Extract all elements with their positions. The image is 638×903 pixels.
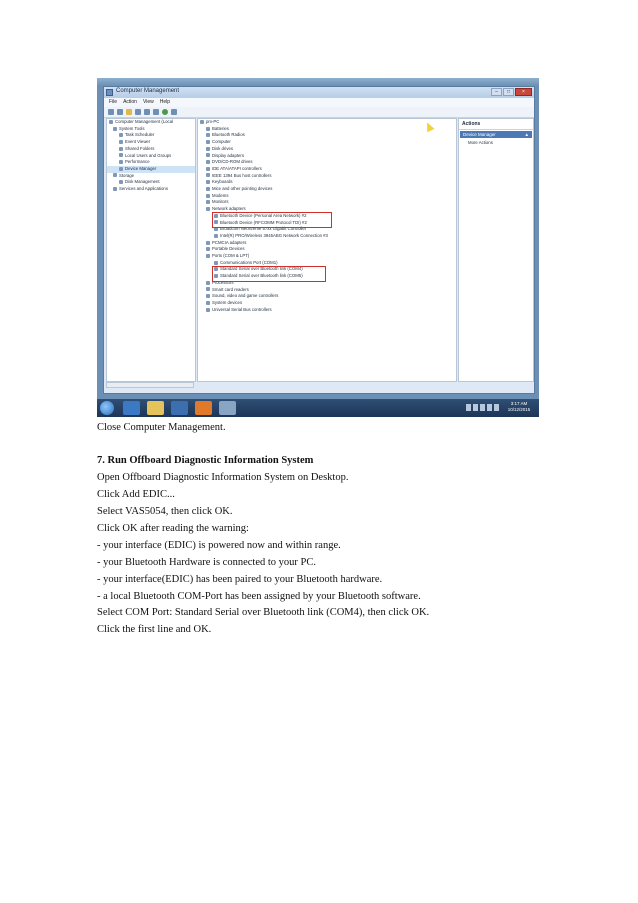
storage-icon [113, 173, 117, 177]
device-item[interactable]: Universal Serial Bus controllers [198, 307, 456, 314]
device-item[interactable]: Processors [198, 280, 456, 287]
title-bar [104, 87, 534, 98]
instruction-line: - your interface(EDIC) has been paired to your Bluetooth hardware. [97, 574, 383, 585]
window-title: Computer Management [116, 88, 180, 94]
users-icon [119, 153, 123, 157]
port-icon [206, 254, 210, 258]
smart-card-icon [206, 287, 210, 291]
explorer-icon[interactable] [147, 401, 164, 415]
tray-icon[interactable] [480, 404, 485, 411]
section-heading: 7. Run Offboard Diagnostic Information System [97, 455, 314, 466]
close-button[interactable]: × [515, 88, 532, 96]
maximize-button[interactable]: □ [503, 88, 514, 96]
modem-icon [206, 194, 210, 198]
device-item[interactable]: Sound, video and game controllers [198, 293, 456, 300]
bluetooth-network-highlight [212, 212, 332, 228]
tree-item[interactable]: Disk Management [107, 179, 195, 186]
console-tree [106, 118, 196, 382]
bluetooth-com-highlight [212, 266, 326, 282]
volume-icon[interactable] [494, 404, 499, 411]
device-item[interactable]: DVD/CD-ROM drives [198, 159, 456, 166]
tree-item[interactable]: System Tools [107, 126, 195, 133]
network-icon [206, 207, 210, 211]
monitor-icon [206, 200, 210, 204]
device-item[interactable]: Smart card readers [198, 287, 456, 294]
computer-management-screenshot [97, 78, 539, 417]
instruction-line: - a local Bluetooth COM-Port has been assigned by your Bluetooth software. [97, 591, 421, 602]
toolbar [104, 107, 534, 118]
instruction-line: - your interface (EDIC) is powered now and within range. [97, 540, 341, 551]
instruction-line: Select VAS5054, then click OK. [97, 506, 233, 517]
device-item[interactable]: Standard Serial over Bluetooth link (COM4) [198, 266, 456, 273]
battery-icon [206, 127, 210, 131]
tree-item[interactable]: Task Scheduler [107, 132, 195, 139]
system-icon [206, 301, 210, 305]
device-item[interactable]: Keyboards [198, 179, 456, 186]
performance-icon [119, 160, 123, 164]
tree-item[interactable]: Services and Applications [107, 186, 195, 193]
folder-icon [119, 147, 123, 151]
device-list [197, 118, 457, 382]
device-item[interactable]: Intel(R) PRO/Wireless 3945ABG Network Connection #3 [198, 233, 456, 240]
actions-title: Actions [459, 119, 533, 130]
dvd-icon [206, 160, 210, 164]
network-adapter-icon [214, 234, 218, 238]
tree-item[interactable]: Performance [107, 159, 195, 166]
device-item[interactable]: Display adapters [198, 153, 456, 160]
bluetooth-icon [206, 133, 210, 137]
processor-icon [206, 281, 210, 285]
clock[interactable] [502, 401, 536, 413]
properties-icon[interactable] [153, 109, 159, 115]
tree-scrollbar[interactable] [106, 382, 194, 388]
computer-management-icon [106, 89, 113, 96]
mouse-icon [206, 187, 210, 191]
panes [104, 118, 534, 393]
device-item[interactable]: Monitors [198, 199, 456, 206]
menu-view[interactable]: View [142, 99, 154, 105]
event-icon [119, 140, 123, 144]
device-item[interactable]: Portable Devices [198, 246, 456, 253]
menu-file[interactable]: File [109, 99, 118, 105]
device-item[interactable]: IEEE 1394 Bus host controllers [198, 173, 456, 180]
clock-time: 3:17 AM [510, 401, 528, 406]
ide-icon [206, 167, 210, 171]
media-player-icon[interactable] [195, 401, 212, 415]
minimize-button[interactable]: – [491, 88, 502, 96]
tree-item[interactable]: Shared Folders [107, 146, 195, 153]
instruction-line: Open Offboard Diagnostic Information System on Desktop. [97, 472, 349, 483]
back-icon[interactable] [108, 109, 114, 115]
actions-pane [458, 118, 534, 382]
device-item[interactable]: pm-PC [198, 119, 456, 126]
network-icon[interactable] [487, 404, 492, 411]
device-item[interactable]: Broadcom NetXtreme 57xx Gigabit Controller [198, 226, 456, 233]
device-item[interactable]: Modems [198, 193, 456, 200]
sound-icon [206, 294, 210, 298]
actions-section-device-manager[interactable]: Device Manager ▲ [460, 131, 532, 138]
device-item[interactable]: Network adapters [198, 206, 456, 213]
tree-item[interactable]: Local Users and Groups [107, 153, 195, 160]
display-icon [206, 153, 210, 157]
device-item[interactable]: Disk drives [198, 146, 456, 153]
scan-hardware-icon[interactable] [162, 109, 168, 115]
tree-item-device-manager[interactable]: Device Manager [107, 166, 195, 173]
start-button[interactable] [100, 401, 114, 415]
tray-icon[interactable] [473, 404, 478, 411]
tray-icon[interactable] [466, 404, 471, 411]
device-item[interactable]: Bluetooth Radios [198, 132, 456, 139]
instruction-line: Select COM Port: Standard Serial over Bluetooth link (COM4), then click OK. [97, 607, 430, 618]
tree-item[interactable]: Storage [107, 173, 195, 180]
instruction-line: Click the first line and OK. [97, 624, 212, 635]
internet-explorer-icon[interactable] [123, 401, 140, 415]
desktop-background [97, 78, 539, 86]
tree-item[interactable]: Event Viewer [107, 139, 195, 146]
device-item[interactable]: System devices [198, 300, 456, 307]
pcmcia-icon [206, 241, 210, 245]
clock-date: 10/12/2015 [507, 407, 531, 412]
device-manager-icon [119, 167, 123, 171]
system-tray [466, 404, 499, 411]
device-item[interactable]: Bluetooth Device (Personal Area Network) #2 [198, 213, 456, 220]
usb-icon [206, 308, 210, 312]
menu-help[interactable]: Help [159, 99, 171, 105]
instruction-line: Click OK after reading the warning: [97, 523, 249, 534]
close-instruction: Close Computer Management. [97, 422, 226, 433]
device-item[interactable]: Communications Port (COM1) [198, 260, 456, 267]
device-item[interactable]: PCMCIA adapters [198, 240, 456, 247]
ieee1394-icon [206, 173, 210, 177]
computer-management-taskbar-icon[interactable] [219, 401, 236, 415]
update-driver-icon[interactable] [171, 109, 177, 115]
computer-icon [109, 120, 113, 124]
tools-icon [113, 127, 117, 131]
instruction-line: Click Add EDIC... [97, 489, 175, 500]
computer-management-window [103, 86, 535, 394]
tree-item[interactable]: Computer Management (Local [107, 119, 195, 126]
clock-icon [119, 133, 123, 137]
menu-action[interactable]: Action [123, 99, 137, 105]
computer-icon [206, 140, 210, 144]
device-item[interactable]: Mice and other pointing devices [198, 186, 456, 193]
menu-bar [104, 98, 534, 107]
collapse-icon: ▲ [524, 132, 529, 137]
portable-device-icon [206, 247, 210, 251]
forward-icon[interactable] [117, 109, 123, 115]
more-actions-link[interactable]: More Actions [468, 140, 493, 145]
taskbar [97, 399, 539, 417]
services-icon [113, 187, 117, 191]
device-item[interactable]: Ports (COM & LPT) [198, 253, 456, 260]
disk-icon [206, 147, 210, 151]
device-item[interactable]: Standard Serial over Bluetooth link (COM5) [198, 273, 456, 280]
port-icon [214, 261, 218, 265]
device-item[interactable]: Bluetooth Device (RFCOMM Protocol TDI) #2 [198, 220, 456, 227]
disk-icon [119, 180, 123, 184]
keyboard-icon [206, 180, 210, 184]
device-item[interactable]: Batteries [198, 126, 456, 133]
computer-icon [200, 120, 204, 124]
help-icon[interactable] [144, 109, 150, 115]
instruction-line: - your Bluetooth Hardware is connected to your PC. [97, 557, 316, 568]
device-item[interactable]: IDE ATA/ATAPI controllers [198, 166, 456, 173]
console-icon[interactable] [135, 109, 141, 115]
device-item[interactable]: Computer [198, 139, 456, 146]
folder-icon[interactable] [126, 109, 132, 115]
pinned-app-icon[interactable] [171, 401, 188, 415]
